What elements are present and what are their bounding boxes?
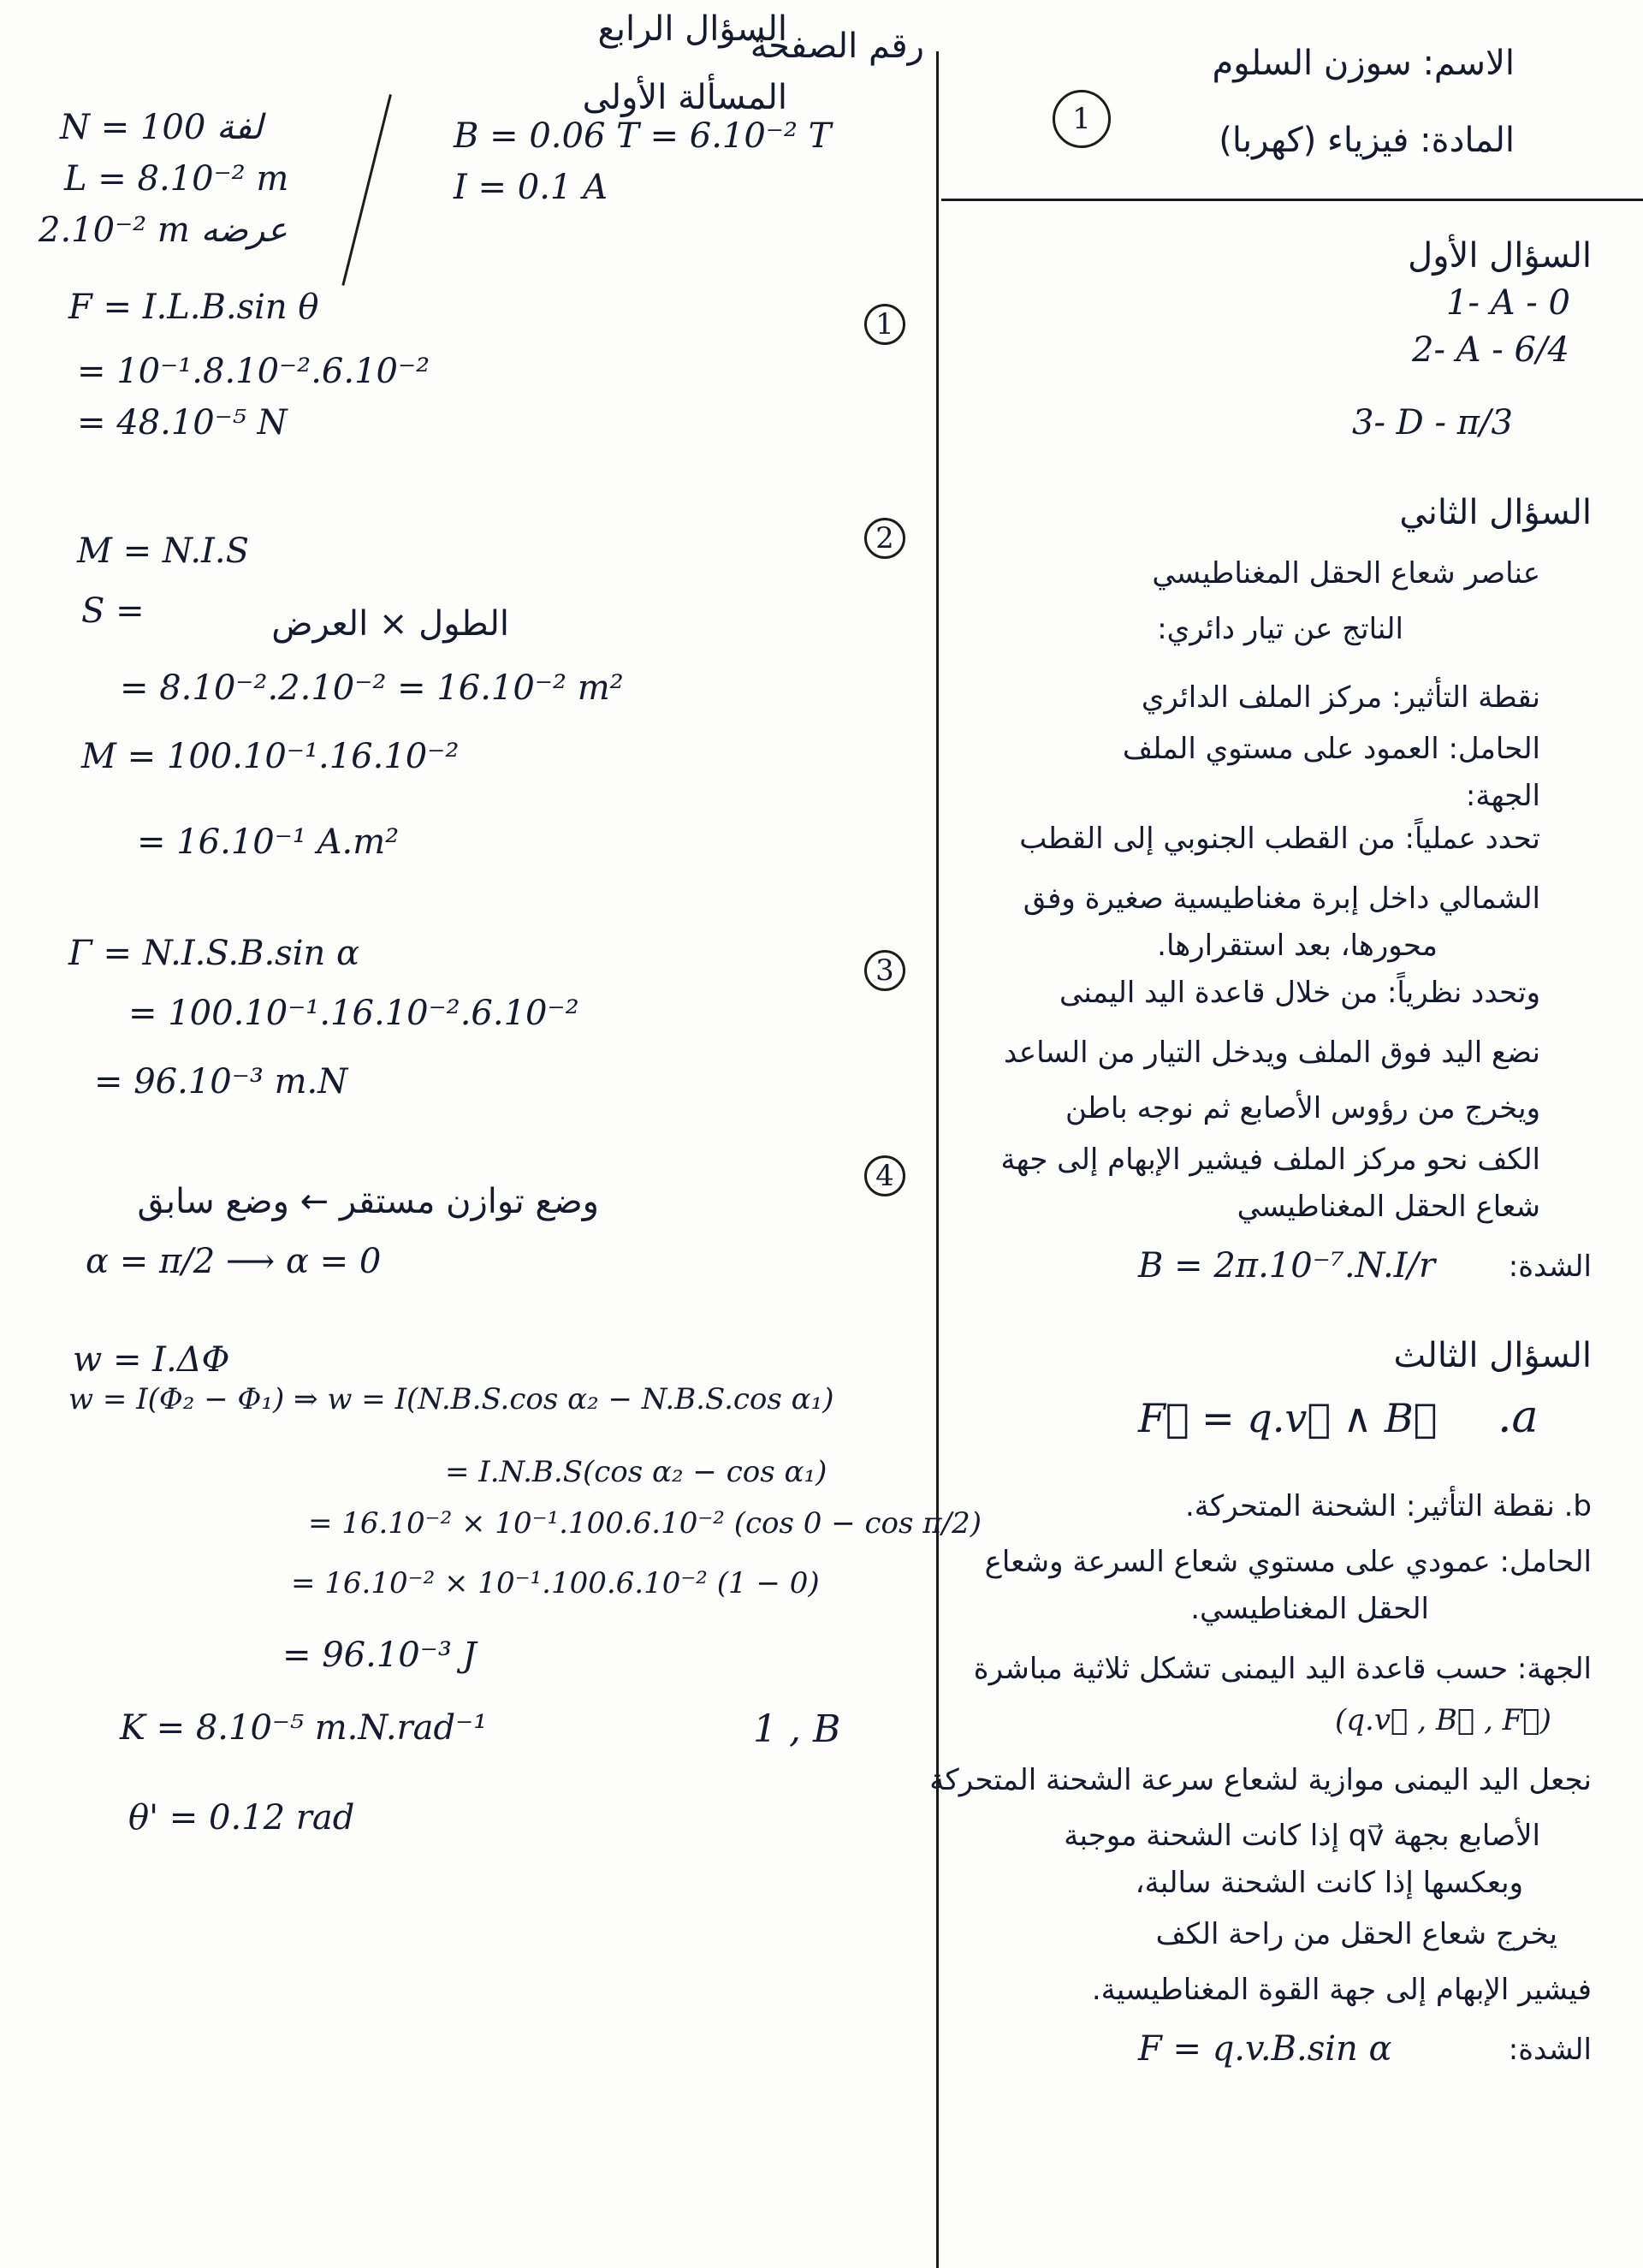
part1-line2: = 10⁻¹.8.10⁻².6.10⁻² [77, 352, 430, 391]
q3-title: السؤال الثالث [1393, 1336, 1592, 1375]
question4-title: السؤال الرابع [597, 9, 787, 49]
q2-line: محورها، بعد استقرارها. [1157, 929, 1438, 963]
q3-line: وبعكسها إذا كانت الشحنة سالبة، [1135, 1866, 1523, 1900]
q3-line: الحامل: عمودي على مستوي شعاع السرعة وشعاع [984, 1545, 1592, 1579]
q3-line: الأصابع بجهة qv⃗ إذا كانت الشحنة موجبة [1064, 1819, 1540, 1853]
part4-line7: = 16.10⁻² × 10⁻¹.100.6.10⁻² (1 − 0) [291, 1566, 820, 1600]
page-number-circle: 1 [1053, 90, 1111, 148]
part4-line6: = 16.10⁻² × 10⁻¹.100.6.10⁻² (cos 0 − cos π/2) [308, 1506, 982, 1541]
q3-intensity-formula: F = q.v.B.sin α [1138, 2029, 1392, 2069]
part3-line1: Γ = N.I.S.B.sin α [68, 934, 359, 973]
subject: المادة: فيزياء (كهربا) [1219, 121, 1515, 160]
given-length: L = 8.10⁻² m [64, 159, 289, 199]
q1-title: السؤال الأول [1408, 236, 1592, 276]
q2-line: الكف نحو مركز الملف فيشير الإبهام إلى جهة [1000, 1143, 1540, 1177]
q3-line: الحقل المغناطيسي. [1190, 1592, 1429, 1626]
part2-line4: M = 100.10⁻¹.16.10⁻² [81, 737, 460, 776]
part3-line3: = 96.10⁻³ m.N [94, 1062, 348, 1101]
q3-line: الشدة: [1508, 2033, 1592, 2067]
q3-line: الجهة: حسب قاعدة اليد اليمنى تشكل ثلاثية مباشرة [973, 1652, 1592, 1686]
part1-line3: = 48.10⁻⁵ N [77, 403, 288, 442]
header-divider [941, 199, 1643, 201]
part1-line1: F = I.L.B.sin θ [68, 288, 319, 327]
problem1-title: المسألة الأولى [582, 78, 787, 117]
part2-line3: = 8.10⁻².2.10⁻² = 16.10⁻² m² [120, 668, 624, 708]
part-number-1: 1 [864, 304, 905, 345]
part4-line2: α = π/2 ⟶ α = 0 [86, 1242, 382, 1281]
given-separator [341, 94, 392, 286]
q3-triad: (q.v⃗ , B⃗ , F⃗) [1335, 1703, 1551, 1737]
q1-answer3: 3- D - π/3 [1352, 403, 1513, 442]
given-current: I = 0.1 A [454, 168, 608, 207]
part4-line5: = I.N.B.S(cos α₂ − cos α₁) [445, 1455, 827, 1489]
part4-line1: وضع توازن مستقر ← وضع سابق [137, 1182, 599, 1221]
q2-line: الحامل: العمود على مستوي الملف [1122, 732, 1540, 766]
q3-line: يخرج شعاع الحقل من راحة الكف [1155, 1917, 1557, 1951]
part-b-line2: θ' = 0.12 rad [128, 1798, 355, 1838]
q2-line: تحدد عملياً: من القطب الجنوبي إلى القطب [1019, 822, 1540, 856]
q2-line: الجهة: [1465, 779, 1540, 813]
q2-line: الشدة: [1508, 1250, 1592, 1284]
given-field: B = 0.06 T = 6.10⁻² T [454, 116, 832, 156]
q2-title: السؤال الثاني [1399, 493, 1592, 532]
q2-line: نضع اليد فوق الملف ويدخل التيار من الساعد [1003, 1036, 1540, 1070]
part2-s-symbol: S = [81, 591, 145, 631]
column-divider [936, 51, 939, 2268]
q2-line: عناصر شعاع الحقل المغناطيسي [1152, 556, 1540, 591]
q2-line: نقطة التأثير: مركز الملف الدائري [1141, 680, 1540, 715]
part2-line1: M = N.I.S [77, 531, 249, 571]
q3-line: b. نقطة التأثير: الشحنة المتحركة. [1185, 1489, 1592, 1523]
given-n: N = 100 لفة [60, 108, 263, 147]
part4-line4: w = I(Φ₂ − Φ₁) ⇒ w = I(N.B.S.cos α₂ − N.B.S.cos α₁) [68, 1382, 834, 1416]
q2-line: وتحدد نظرياً: من خلال قاعدة اليد اليمنى [1059, 976, 1540, 1010]
part-b-line1: K = 8.10⁻⁵ m.N.rad⁻¹ [120, 1708, 488, 1748]
part-b-label: 1 , B [753, 1707, 841, 1751]
part2-s-description: الطول × العرض [271, 604, 509, 644]
q3-line: فيشير الإبهام إلى جهة القوة المغناطيسية. [1091, 1973, 1592, 2007]
part-number-2: 2 [864, 518, 905, 559]
student-name: الاسم: سوزن السلوم [1212, 44, 1515, 83]
q2-formula: B = 2π.10⁻⁷.N.I/r [1138, 1246, 1436, 1285]
part4-line8: = 96.10⁻³ J [282, 1636, 477, 1675]
q3-a-label: .a [1498, 1392, 1539, 1443]
part-number-3: 3 [864, 950, 905, 991]
page-number-label: رقم الصفحة [750, 27, 924, 66]
q3-line: نجعل اليد اليمنى موازية لشعاع سرعة الشحنة المتحركة [929, 1763, 1592, 1797]
q2-line: الشمالي داخل إبرة مغناطيسية صغيرة وفق [1023, 882, 1540, 916]
part-number-4: 4 [864, 1155, 905, 1196]
q2-line: الناتج عن تيار دائري: [1157, 612, 1403, 646]
q1-answer2: 2- A - 6/4 [1412, 330, 1569, 370]
part4-line3: w = I.ΔΦ [73, 1340, 230, 1380]
q2-line: شعاع الحقل المغناطيسي [1237, 1190, 1540, 1224]
part2-line5: = 16.10⁻¹ A.m² [137, 822, 400, 862]
q1-answer1: 1- A - 0 [1446, 283, 1570, 323]
q2-line: ويخرج من رؤوس الأصابع ثم نوجه باطن [1065, 1091, 1540, 1125]
given-width: 2.10⁻² m عرضه [39, 211, 288, 250]
q3-force-formula: F⃗ = q.v⃗ ∧ B⃗ [1138, 1395, 1438, 1441]
part3-line2: = 100.10⁻¹.16.10⁻².6.10⁻² [128, 994, 579, 1033]
